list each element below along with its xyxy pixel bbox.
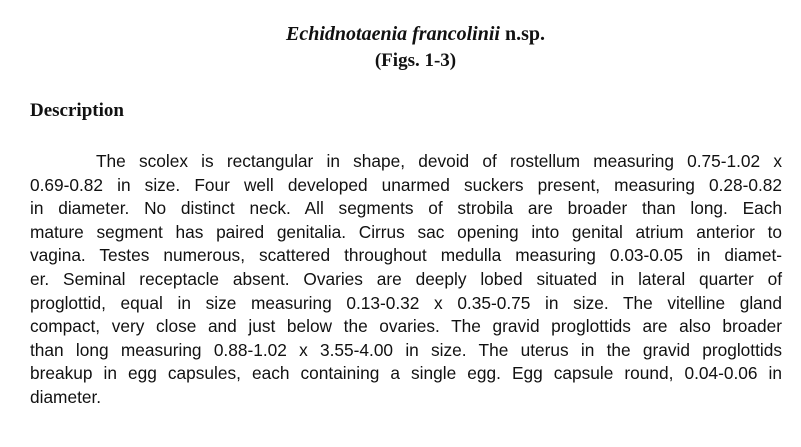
section-heading: Description	[30, 100, 124, 121]
paragraph-line: breakup in egg capsules, each containing a single egg. Egg capsule round, 0.04-0.06 in	[30, 363, 782, 384]
paragraph-line: er. Seminal receptacle absent. Ovaries are deeply lobed situated in lateral quarter of	[30, 268, 782, 289]
paragraph-line: diameter.	[30, 386, 102, 407]
paragraph-line: compact, very close and just below the ovaries. The gravid proglottids are also broader	[30, 316, 782, 337]
paragraph-line: 0.69-0.82 in size. Four well developed unarmed suckers present, measuring 0.28-0.82	[30, 174, 782, 195]
paragraph-line: The scolex is rectangular in shape, devoid of rostellum measuring 0.75-1.02 x	[96, 151, 782, 171]
species-title	[0, 22, 801, 46]
species-name: Echidnotaenia francolinii	[286, 23, 500, 45]
paragraph-line: mature segment has paired genitalia. Cirrus sac opening into genital atrium anterior to	[30, 221, 782, 242]
paragraph-line: vagina. Testes numerous, scattered throughout medulla measuring 0.03-0.05 in diamet-	[30, 245, 782, 266]
paragraph-line: in diameter. No distinct neck. All segments of strobila are broader than long. Each	[30, 198, 782, 219]
figure-reference: (Figs. 1-3)	[374, 50, 457, 71]
new-species-marker: n.sp.	[504, 23, 545, 45]
paragraph-line: proglottid, equal in size measuring 0.13-0.32 x 0.35-0.75 in size. The vitelline gland	[30, 292, 782, 313]
paragraph-line: than long measuring 0.88-1.02 x 3.55-4.00 in size. The uterus in the gravid proglottids	[30, 339, 782, 360]
description-paragraph	[30, 150, 782, 410]
